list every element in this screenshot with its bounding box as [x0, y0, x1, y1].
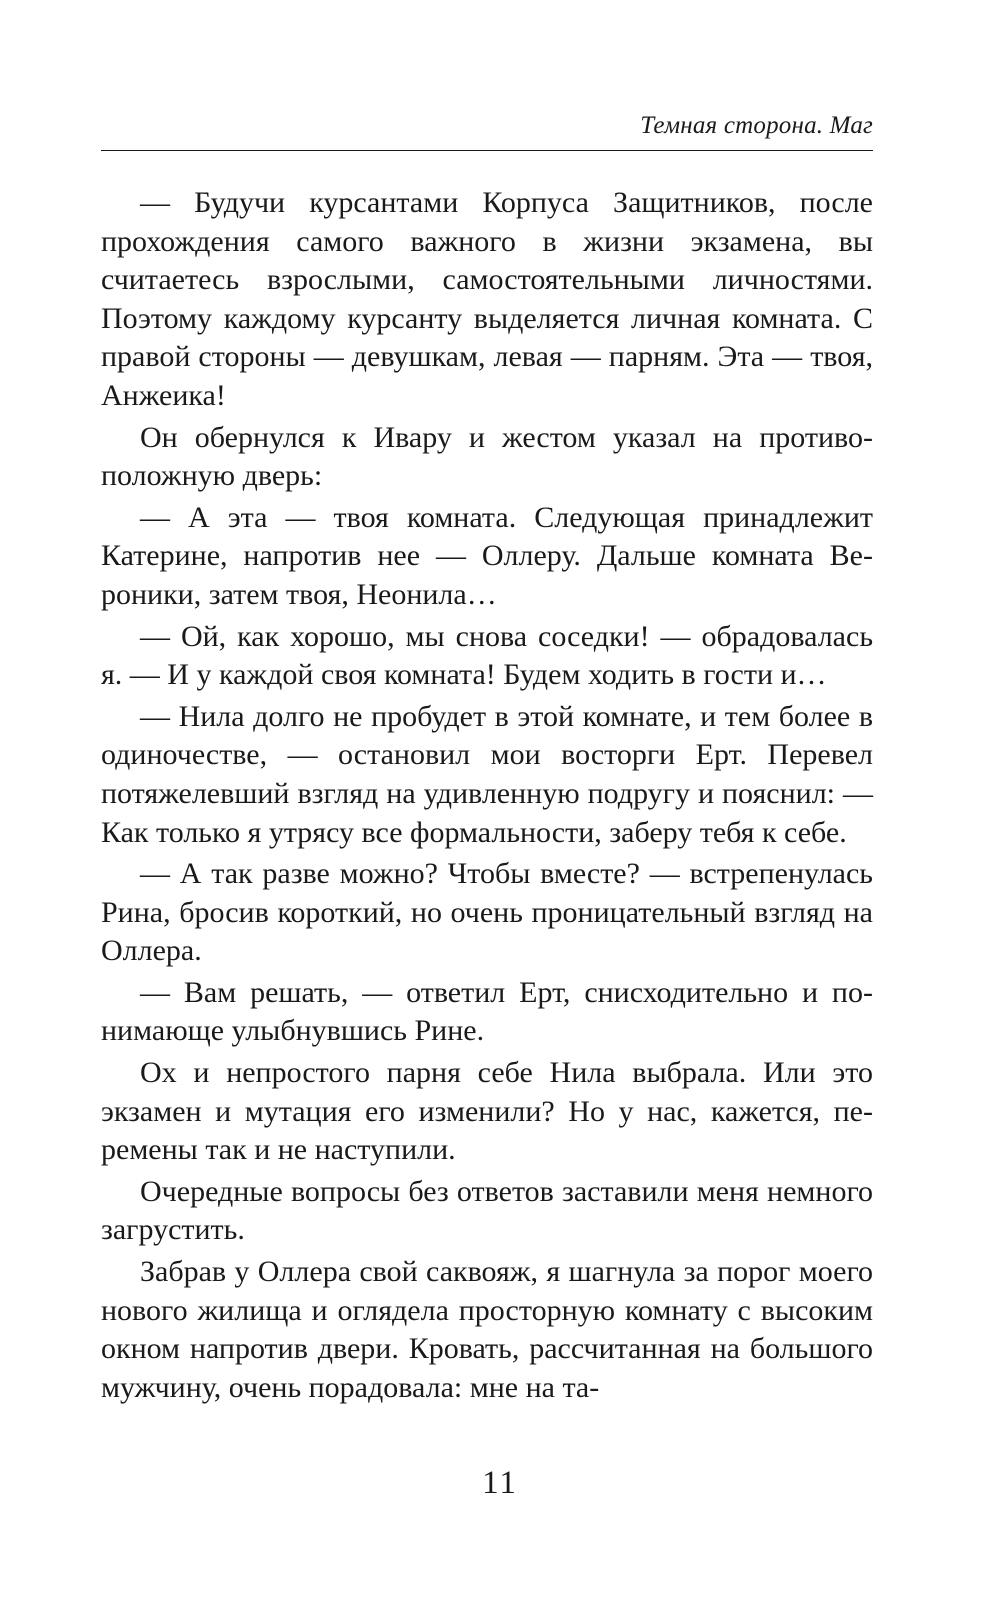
body-text: [101, 184, 873, 1407]
paragraph: Он обернулся к Ивару и жестом указал на противоположную дверь:: [101, 420, 873, 493]
paragraph: — Ой, как хорошо, мы снова соседки! — обрадовалась я. — И у каждой своя комната! Будем ходить в гости и…: [101, 619, 873, 692]
paragraph: Ох и непростого парня себе Нила выбрала. Или это экзамен и мутация его изменили? Но у нас, кажется, перемены так и не наступили.: [101, 1056, 873, 1167]
paragraph: — Будучи курсантами Корпуса Защитников, после прохождения самого важного в жизни экзамена, вы считаетесь взрослыми, самостоятельными личностями. Поэтому каждому курсанту выделяется личная комната. С правой стороны — девушкам, левая — парням. Эта — твоя, Анжеика!: [101, 186, 873, 412]
paragraph: Очередные вопросы без ответов заставили меня немного загрустить.: [101, 1174, 873, 1247]
paragraph: Забрав у Оллера свой саквояж, я шагнула за порог моего нового жилища и оглядела просторную комнату с высоким окном напротив двери. Кровать, рассчитанная на большого мужчину, очень порадовала: мне на та-: [101, 1255, 873, 1404]
running-head: Темная сторона. Маг: [640, 112, 873, 139]
header-rule: [101, 150, 873, 151]
paragraph: — Вам решать, — ответил Ерт, снисходительно и понимающе улыбнувшись Рине.: [101, 975, 873, 1048]
paragraph: — А эта — твоя комната. Следующая принадлежит Катерине, напротив нее — Оллеру. Дальше комната Вероники, затем твоя, Неонила…: [101, 500, 873, 611]
paragraph: — Нила долго не пробудет в этой комнате, и тем более в одиночестве, — остановил мои восторги Ерт. Перевел потяжелевший взгляд на удивленную подругу и пояснил: — Как только я утрясу все формальности, заберу тебя к себе.: [101, 699, 873, 849]
paragraph: — А так разве можно? Чтобы вместе? — встрепенулась Рина, бросив короткий, но очень проницательный взгляд на Оллера.: [101, 857, 873, 968]
page-number: 11: [482, 1465, 518, 1501]
